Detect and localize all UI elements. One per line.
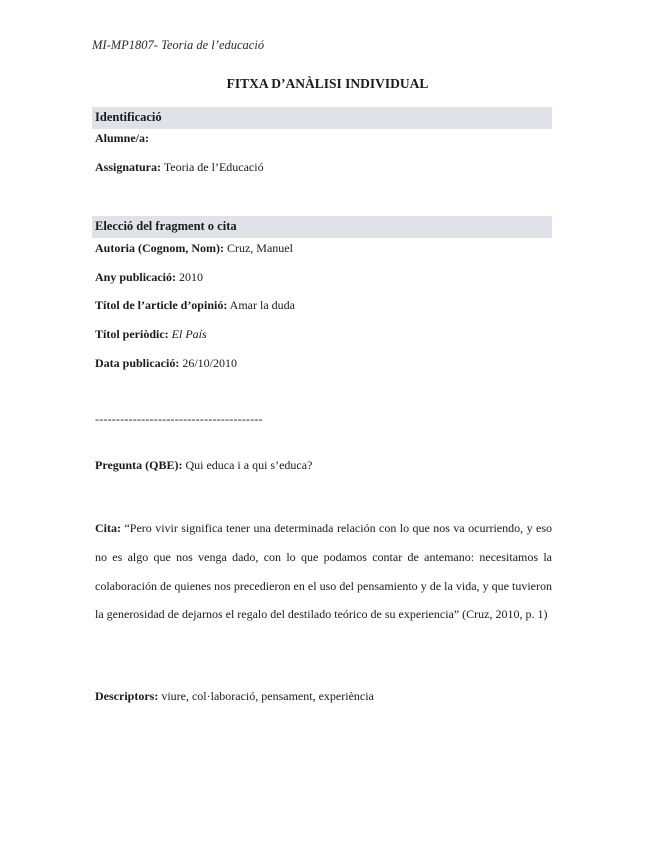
separator-line: ---------------------------------------- <box>95 412 263 426</box>
field-year-value: 2010 <box>179 270 204 284</box>
field-year <box>95 270 203 285</box>
field-question-label: Pregunta (QBE): <box>95 458 183 472</box>
document-header: MI-MP1807- Teoria de l’educació <box>92 38 265 52</box>
quote-label: Cita: <box>95 521 121 535</box>
field-article-title <box>95 298 295 313</box>
field-subject-value: Teoria de l’Educació <box>163 160 264 174</box>
field-newspaper <box>95 327 207 342</box>
field-descriptors-value: viure, col·laboració, pensament, experiència <box>161 689 374 703</box>
field-author-value: Cruz, Manuel <box>226 241 293 255</box>
section-band-identification <box>92 107 552 129</box>
field-article-title-value: Amar la duda <box>229 298 295 312</box>
field-newspaper-label: Títol periòdic: <box>95 327 169 341</box>
field-publication-date-label: Data publicació: <box>95 356 180 370</box>
field-student <box>95 131 149 146</box>
field-student-label: Alumne/a: <box>95 131 149 145</box>
field-publication-date <box>95 356 237 371</box>
field-question <box>95 458 312 473</box>
field-year-label: Any publicació: <box>95 270 177 284</box>
section-heading-selection: Elecció del fragment o cita <box>95 219 237 233</box>
field-newspaper-value: El País <box>171 327 207 341</box>
quote-text: “Pero vivir significa tener una determinada relación con lo que nos va ocurriendo, y eso no es algo que nos venga dado, con lo que podamos contar de antemano: necesitamos la colaboración de quienes nos precedieron en el uso del pensamiento y de la vida, y que tuvieron la generosidad de dejarnos el regalo del destilado teórico de su experiencia” (Cruz, 2010, p. 1) <box>95 521 552 622</box>
field-descriptors-label: Descriptors: <box>95 689 159 703</box>
quote-paragraph <box>95 514 552 629</box>
field-question-value: Qui educa i a qui s’educa? <box>185 458 313 472</box>
field-article-title-label: Títol de l’article d’opinió: <box>95 298 228 312</box>
document-title: FITXA D’ANÀLISI INDIVIDUAL <box>226 76 429 91</box>
field-author <box>95 241 293 256</box>
field-subject <box>95 160 264 175</box>
field-subject-label: Assignatura: <box>95 160 162 174</box>
section-heading-identification: Identificació <box>95 110 162 124</box>
section-band-selection <box>92 216 552 238</box>
field-author-label: Autoria (Cognom, Nom): <box>95 241 224 255</box>
field-publication-date-value: 26/10/2010 <box>182 356 238 370</box>
field-descriptors <box>95 689 374 704</box>
